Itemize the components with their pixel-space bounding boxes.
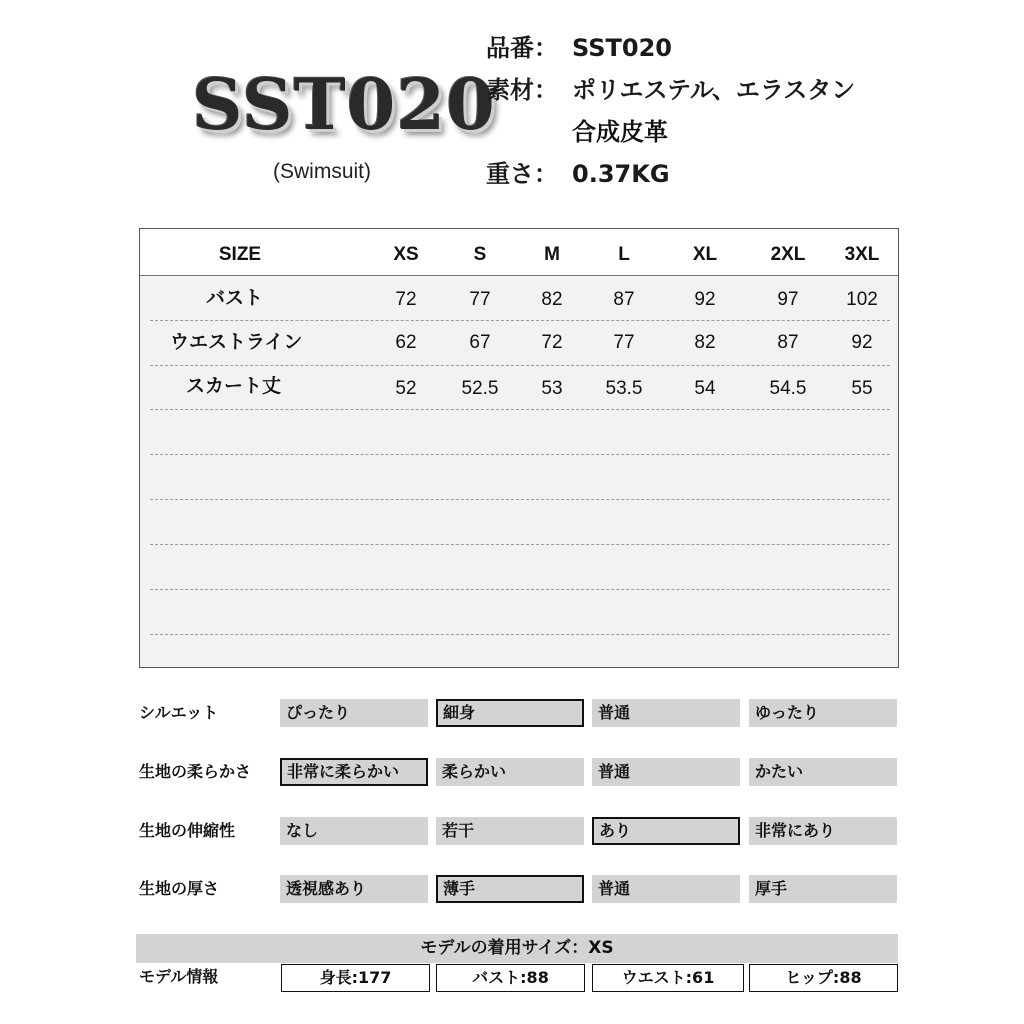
model-hip: ヒップ:88 xyxy=(749,964,898,992)
rating-option: 透視感あり xyxy=(280,875,428,903)
size-header-label: SIZE xyxy=(218,244,262,265)
rating-option: 柔らかい xyxy=(436,758,584,786)
model-info-label: モデル情報 xyxy=(139,967,219,986)
table-cell: 77 xyxy=(613,332,635,353)
size-col-xl: XL xyxy=(692,244,718,265)
rating-option-selected: 細身 xyxy=(436,699,584,727)
table-cell: 82 xyxy=(694,332,716,353)
rating-option: 普通 xyxy=(592,699,740,727)
row-divider xyxy=(150,544,890,545)
rating-option: ぴったり xyxy=(280,699,428,727)
spec-value: 0.37KG xyxy=(572,160,670,188)
row-divider xyxy=(150,634,890,635)
model-size-banner: モデルの着用サイズ：XS xyxy=(136,934,898,963)
size-table xyxy=(139,228,899,668)
row-divider xyxy=(150,409,890,410)
size-col-l: L xyxy=(618,244,630,265)
rating-label-softness: 生地の柔らかさ xyxy=(139,762,252,781)
row-divider xyxy=(150,589,890,590)
spec-key: 重さ： xyxy=(486,160,558,188)
spec-weight xyxy=(486,162,670,186)
model-height: 身長:177 xyxy=(281,964,430,992)
size-col-m: M xyxy=(544,244,560,265)
rating-option-selected: あり xyxy=(592,817,740,845)
spec-value: SST020 xyxy=(572,34,672,62)
table-cell: 92 xyxy=(694,289,716,310)
rating-option-selected: 非常に柔らかい xyxy=(280,758,428,786)
table-cell: 72 xyxy=(395,289,417,310)
table-cell: 77 xyxy=(469,289,491,310)
rating-label-thickness: 生地の厚さ xyxy=(139,879,220,898)
model-bust: バスト:88 xyxy=(436,964,585,992)
product-category: (Swimsuit) xyxy=(273,160,371,183)
row-divider xyxy=(150,320,890,321)
rating-label-stretch: 生地の伸縮性 xyxy=(139,821,236,840)
spec-material xyxy=(486,78,855,102)
row-divider xyxy=(150,365,890,366)
rating-option: 厚手 xyxy=(749,875,897,903)
row-divider xyxy=(150,499,890,500)
table-cell: 53.5 xyxy=(605,378,643,399)
row-divider xyxy=(150,454,890,455)
rating-option: 普通 xyxy=(592,875,740,903)
table-cell: 52 xyxy=(395,378,417,399)
table-cell: 67 xyxy=(469,332,491,353)
table-cell: 92 xyxy=(851,332,873,353)
table-cell: 55 xyxy=(851,378,873,399)
table-cell: 87 xyxy=(613,289,635,310)
size-table-header xyxy=(140,229,898,276)
rating-option: 若干 xyxy=(436,817,584,845)
table-cell: 97 xyxy=(777,289,799,310)
row-label-skirt-length: スカート丈 xyxy=(186,375,282,397)
row-label-waist: ウエストライン xyxy=(170,331,303,353)
table-cell: 52.5 xyxy=(461,378,499,399)
table-cell: 53 xyxy=(541,378,563,399)
rating-label-silhouette: シルエット xyxy=(139,703,219,722)
table-cell: 62 xyxy=(395,332,417,353)
rating-option-selected: 薄手 xyxy=(436,875,584,903)
rating-option: なし xyxy=(280,817,428,845)
rating-option: ゆったり xyxy=(749,699,897,727)
spec-item-number xyxy=(486,36,672,60)
row-label-bust: バスト xyxy=(206,287,264,309)
table-cell: 82 xyxy=(541,289,563,310)
rating-option: かたい xyxy=(749,758,897,786)
table-cell: 54.5 xyxy=(769,378,807,399)
table-cell: 72 xyxy=(541,332,563,353)
size-col-2xl: 2XL xyxy=(770,244,806,265)
product-logo: SST020 xyxy=(192,63,496,146)
rating-option: 普通 xyxy=(592,758,740,786)
spec-key: 品番： xyxy=(486,34,558,62)
spec-value: ポリエステル、エラスタン xyxy=(572,76,856,104)
model-waist: ウエスト:61 xyxy=(592,964,744,992)
size-col-3xl: 3XL xyxy=(844,244,880,265)
rating-option: 非常にあり xyxy=(749,817,897,845)
table-cell: 102 xyxy=(846,289,878,310)
size-col-xs: XS xyxy=(393,244,419,265)
table-cell: 54 xyxy=(694,378,716,399)
spec-material-extra: 合成皮革 xyxy=(572,118,668,146)
size-col-s: S xyxy=(473,244,487,265)
spec-key: 素材： xyxy=(486,76,558,104)
table-cell: 87 xyxy=(777,332,799,353)
